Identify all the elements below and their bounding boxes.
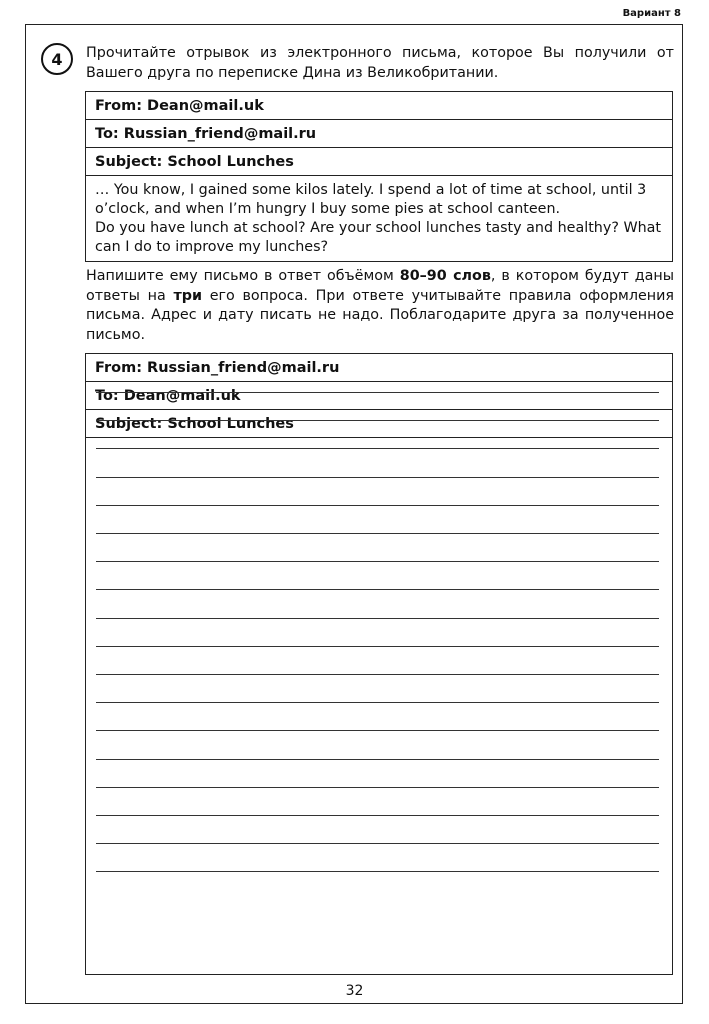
writing-line xyxy=(96,646,659,647)
writing-line xyxy=(96,420,659,421)
writing-line xyxy=(96,674,659,675)
writing-line xyxy=(96,843,659,844)
writing-line xyxy=(96,589,659,590)
task-number: 4 xyxy=(51,49,63,69)
answer-writing-area[interactable] xyxy=(96,440,659,974)
writing-line xyxy=(96,787,659,788)
task-instruction xyxy=(86,267,674,345)
writing-line xyxy=(96,448,659,449)
writing-line xyxy=(96,730,659,731)
writing-line xyxy=(96,871,659,872)
writing-line xyxy=(96,477,659,478)
page-number: 32 xyxy=(345,983,364,999)
incoming-letter xyxy=(85,91,673,262)
writing-line xyxy=(96,533,659,534)
answer-to: To: Dean@mail.uk xyxy=(86,382,672,410)
instruction-part-1: Напишите ему письмо в ответ объёмом xyxy=(86,268,400,284)
instruction-part-3: его вопроса. При ответе учитывайте правила оформления письма. Адрес и дату писать не надо. Поблагодарите друга за полученное письмо. xyxy=(86,287,674,343)
task-intro: Прочитайте отрывок из электронного письма, которое Вы получили от Вашего друга по переписке Дина из Великобритании. xyxy=(86,45,674,81)
task-number-badge xyxy=(41,43,73,75)
incoming-to: To: Russian_friend@mail.ru xyxy=(86,120,672,148)
answer-letter xyxy=(85,353,673,975)
incoming-from: From: Dean@mail.uk xyxy=(86,92,672,120)
answer-subject: Subject: School Lunches xyxy=(86,410,672,438)
writing-line xyxy=(96,392,659,393)
writing-line xyxy=(96,618,659,619)
writing-line xyxy=(96,815,659,816)
variant-label: Вариант 8 xyxy=(622,8,681,19)
writing-line xyxy=(96,505,659,506)
incoming-body-paragraph-1: … You know, I gained some kilos lately. I spend a lot of time at school, until 3 o’clock, and when I’m hungry I buy some pies at school canteen. xyxy=(95,182,647,217)
instruction-three: три xyxy=(173,287,202,304)
instruction-part-2: , в котором будут даны ответы на xyxy=(86,268,675,304)
answer-from: From: Russian_friend@mail.ru xyxy=(86,354,672,382)
incoming-body-paragraph-2: Do you have lunch at school? Are your school lunches tasty and healthy? What can I do to improve my lunches? xyxy=(95,220,662,255)
incoming-body xyxy=(86,176,672,261)
writing-line xyxy=(96,702,659,703)
writing-line xyxy=(96,561,659,562)
instruction-word-count: 80–90 слов xyxy=(399,268,491,284)
incoming-subject: Subject: School Lunches xyxy=(86,148,672,176)
writing-line xyxy=(96,759,659,760)
